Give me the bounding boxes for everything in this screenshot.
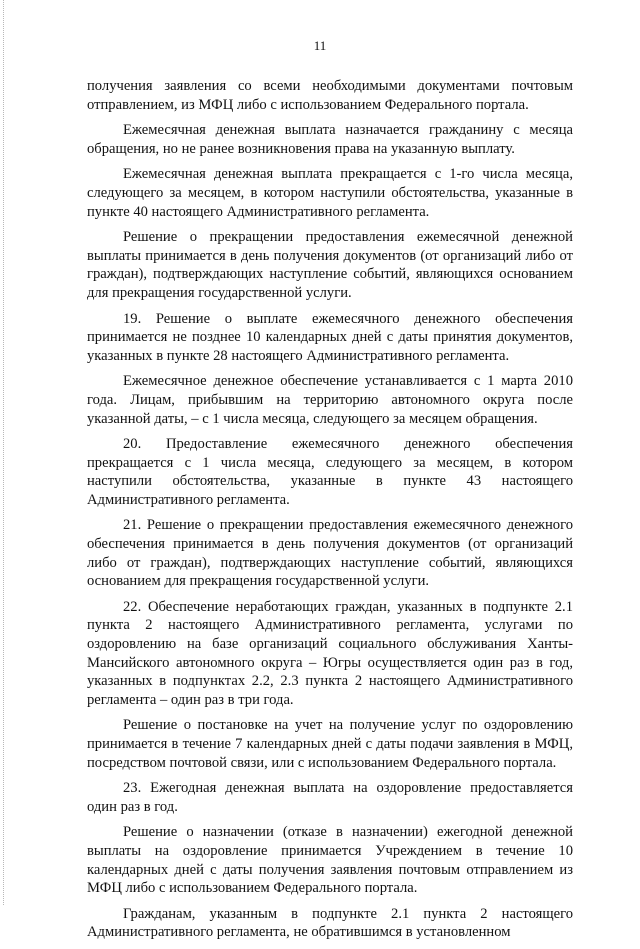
- paragraph-7: 20. Предоставление ежемесячного денежного обеспечения прекращается с 1 числа месяца, следующего за месяцем, в котором наступили обстоятельства, указанные в пункте 43 настоящего Административного регламента.: [87, 436, 573, 508]
- paragraph-1: получения заявления со всеми необходимыми документами почтовым отправлением, из МФЦ либо с использованием Федерального портала.: [87, 78, 573, 113]
- paragraph-12: Решение о назначении (отказе в назначении) ежегодной денежной выплаты на оздоровление принимается Учреждением в течение 10 календарных дней с даты получения заявления почтовым отправлением из МФЦ либо с использованием Федерального портала.: [87, 824, 573, 897]
- paragraph-3: Ежемесячная денежная выплата прекращается с 1-го числа месяца, следующего за месяцем, в котором наступили обстоятельства, указанные в пункте 40 настоящего Административного регламента.: [87, 166, 573, 220]
- paragraph-13: Гражданам, указанным в подпункте 2.1 пункта 2 настоящего Административного регламента, не обратившимся в установленном: [87, 905, 573, 941]
- paragraph-8: 21. Решение о прекращении предоставления ежемесячного денежного обеспечения принимается в день получения документов (от организаций либо от граждан), подтверждающих наступление событий, являющихся основанием для прекращения государственной услуги.: [87, 517, 573, 590]
- paragraph-11: 23. Ежегодная денежная выплата на оздоровление предоставляется один раз в год.: [87, 780, 573, 815]
- paragraph-2: Ежемесячная денежная выплата назначается гражданину с месяца обращения, но не ранее возникновения права на указанную выплату.: [87, 122, 573, 157]
- paragraph-5: 19. Решение о выплате ежемесячного денежного обеспечения принимается не позднее 10 календарных дней с даты принятия документов, указанных в пункте 28 настоящего Административного регламента.: [87, 310, 573, 364]
- page-number: 11: [313, 38, 327, 53]
- scan-edge-line: [3, 0, 5, 905]
- document-body: [87, 77, 573, 949]
- paragraph-9: 22. Обеспечение неработающих граждан, указанных в подпункте 2.1 пункта 2 настоящего Административного регламента, услугами по оздоровлению на базе организаций социального обслуживания Ханты-Мансийского автономного округа – Югры осуществляется один раз в год, указанных в подпунктах 2.2, 2.3 пункта 2 настоящего Административного регламента – один раз в три года.: [87, 598, 573, 708]
- paragraph-4: Решение о прекращении предоставления ежемесячной денежной выплаты принимается в день получения документов (от организаций либо от граждан), подтверждающих наступление событий, являющихся основанием для прекращения государственной услуги.: [87, 229, 573, 301]
- paragraph-10: Решение о постановке на учет на получение услуг по оздоровлению принимается в течение 7 календарных дней с даты подачи заявления в МФЦ, посредством почтовой связи, или с использованием Федерального портала.: [87, 717, 573, 771]
- paragraph-6: Ежемесячное денежное обеспечение устанавливается с 1 марта 2010 года. Лицам, прибывшим на территорию автономного округа после указанной даты, – с 1 числа месяца, следующего за месяцем обращения.: [87, 373, 573, 427]
